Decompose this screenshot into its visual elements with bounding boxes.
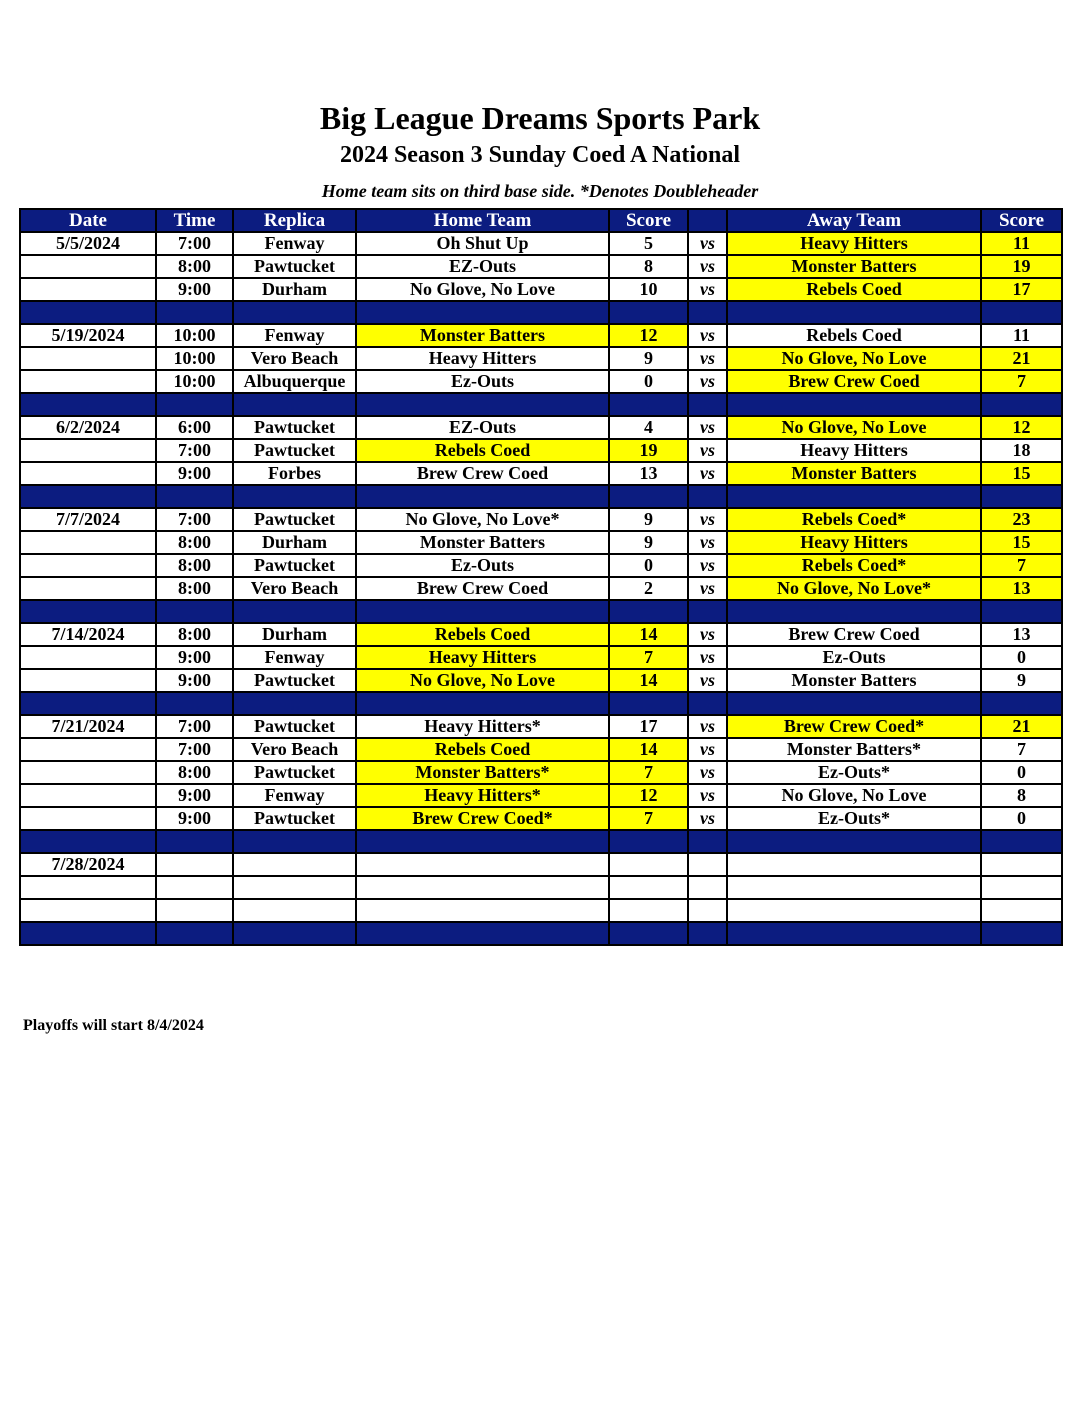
home-score-cell: 7 — [609, 646, 688, 669]
away-score-cell: 18 — [981, 439, 1062, 462]
time-cell: 8:00 — [156, 761, 233, 784]
separator-cell — [727, 830, 981, 853]
separator-cell — [233, 922, 356, 945]
away-score-cell — [981, 876, 1062, 899]
separator-cell — [156, 830, 233, 853]
replica-cell: Vero Beach — [233, 347, 356, 370]
schedule-table — [19, 208, 1063, 946]
vs-cell: vs — [688, 416, 727, 439]
separator-cell — [981, 600, 1062, 623]
home-team-cell — [356, 899, 609, 922]
replica-cell: Pawtucket — [233, 669, 356, 692]
separator-cell — [609, 922, 688, 945]
away-team-cell: Rebels Coed — [727, 324, 981, 347]
vs-cell: vs — [688, 738, 727, 761]
separator-cell — [356, 600, 609, 623]
table-row — [20, 324, 1062, 347]
home-team-cell: Rebels Coed — [356, 623, 609, 646]
separator-cell — [981, 485, 1062, 508]
away-score-cell: 21 — [981, 347, 1062, 370]
separator-cell — [727, 692, 981, 715]
vs-cell: vs — [688, 554, 727, 577]
home-team-cell — [356, 876, 609, 899]
replica-cell: Pawtucket — [233, 761, 356, 784]
time-cell: 7:00 — [156, 439, 233, 462]
header-row — [20, 209, 1062, 232]
separator-cell — [156, 301, 233, 324]
away-team-cell — [727, 853, 981, 876]
replica-cell: Fenway — [233, 324, 356, 347]
away-team-cell: Brew Crew Coed — [727, 623, 981, 646]
table-row — [20, 853, 1062, 876]
date-cell — [20, 738, 156, 761]
separator-cell — [156, 692, 233, 715]
separator-cell — [233, 830, 356, 853]
page-subtitle: 2024 Season 3 Sunday Coed A National — [339, 142, 741, 168]
table-row — [20, 577, 1062, 600]
home-score-cell: 0 — [609, 370, 688, 393]
away-score-cell: 23 — [981, 508, 1062, 531]
vs-cell: vs — [688, 232, 727, 255]
time-cell: 7:00 — [156, 232, 233, 255]
time-cell: 8:00 — [156, 623, 233, 646]
home-score-cell: 14 — [609, 738, 688, 761]
date-cell: 5/19/2024 — [20, 324, 156, 347]
home-team-cell: EZ-Outs — [356, 416, 609, 439]
table-row — [20, 255, 1062, 278]
vs-cell: vs — [688, 623, 727, 646]
vs-cell: vs — [688, 508, 727, 531]
vs-cell: vs — [688, 370, 727, 393]
home-score-cell — [609, 899, 688, 922]
separator-cell — [688, 922, 727, 945]
away-team-cell: Monster Batters — [727, 462, 981, 485]
vs-cell: vs — [688, 531, 727, 554]
date-cell — [20, 278, 156, 301]
time-cell: 10:00 — [156, 347, 233, 370]
replica-cell: Durham — [233, 531, 356, 554]
away-team-cell: Ez-Outs* — [727, 761, 981, 784]
away-score-cell: 13 — [981, 577, 1062, 600]
vs-cell — [688, 853, 727, 876]
date-cell — [20, 370, 156, 393]
separator-cell — [727, 485, 981, 508]
away-score-cell: 11 — [981, 232, 1062, 255]
separator-cell — [981, 692, 1062, 715]
date-cell: 7/28/2024 — [20, 853, 156, 876]
away-score-cell: 15 — [981, 531, 1062, 554]
table-row — [20, 761, 1062, 784]
table-row — [20, 531, 1062, 554]
separator-cell — [609, 600, 688, 623]
date-cell: 7/7/2024 — [20, 508, 156, 531]
date-cell: 7/14/2024 — [20, 623, 156, 646]
col-header-home-team: Home Team — [356, 209, 609, 232]
separator-cell — [233, 301, 356, 324]
replica-cell: Pawtucket — [233, 416, 356, 439]
home-team-cell: No Glove, No Love — [356, 669, 609, 692]
home-score-cell: 9 — [609, 531, 688, 554]
date-cell — [20, 761, 156, 784]
separator-cell — [20, 692, 156, 715]
table-row — [20, 623, 1062, 646]
time-cell — [156, 876, 233, 899]
time-cell: 8:00 — [156, 577, 233, 600]
time-cell: 9:00 — [156, 807, 233, 830]
table-row — [20, 439, 1062, 462]
home-team-cell: EZ-Outs — [356, 255, 609, 278]
home-team-cell: Brew Crew Coed — [356, 577, 609, 600]
table-row — [20, 278, 1062, 301]
separator-cell — [156, 922, 233, 945]
away-team-cell: Heavy Hitters — [727, 439, 981, 462]
col-header-away-team: Away Team — [727, 209, 981, 232]
vs-cell: vs — [688, 577, 727, 600]
separator-cell — [233, 485, 356, 508]
home-score-cell: 4 — [609, 416, 688, 439]
away-score-cell: 11 — [981, 324, 1062, 347]
date-cell — [20, 876, 156, 899]
time-cell: 10:00 — [156, 370, 233, 393]
home-team-cell: Brew Crew Coed* — [356, 807, 609, 830]
footer-note: Playoffs will start 8/4/2024 — [23, 1017, 204, 1034]
table-row — [20, 738, 1062, 761]
time-cell — [156, 853, 233, 876]
separator-cell — [356, 692, 609, 715]
date-cell — [20, 577, 156, 600]
replica-cell: Forbes — [233, 462, 356, 485]
home-score-cell: 9 — [609, 347, 688, 370]
replica-cell: Durham — [233, 623, 356, 646]
separator-row — [20, 830, 1062, 853]
home-team-cell — [356, 853, 609, 876]
separator-cell — [156, 393, 233, 416]
separator-cell — [356, 922, 609, 945]
away-team-cell: Monster Batters — [727, 669, 981, 692]
separator-cell — [688, 485, 727, 508]
away-score-cell: 7 — [981, 370, 1062, 393]
separator-cell — [356, 485, 609, 508]
away-team-cell: Brew Crew Coed — [727, 370, 981, 393]
separator-cell — [727, 301, 981, 324]
home-score-cell: 7 — [609, 761, 688, 784]
away-score-cell: 9 — [981, 669, 1062, 692]
separator-cell — [609, 692, 688, 715]
replica-cell: Pawtucket — [233, 439, 356, 462]
time-cell: 6:00 — [156, 416, 233, 439]
separator-cell — [688, 692, 727, 715]
away-score-cell: 7 — [981, 738, 1062, 761]
away-score-cell: 7 — [981, 554, 1062, 577]
home-score-cell: 19 — [609, 439, 688, 462]
time-cell: 8:00 — [156, 255, 233, 278]
time-cell: 9:00 — [156, 669, 233, 692]
away-team-cell: Heavy Hitters — [727, 232, 981, 255]
replica-cell: Fenway — [233, 232, 356, 255]
replica-cell: Pawtucket — [233, 715, 356, 738]
away-team-cell: Rebels Coed* — [727, 554, 981, 577]
time-cell — [156, 899, 233, 922]
vs-cell — [688, 876, 727, 899]
vs-cell: vs — [688, 255, 727, 278]
home-team-cell: Heavy Hitters* — [356, 715, 609, 738]
separator-cell — [20, 301, 156, 324]
separator-row — [20, 600, 1062, 623]
away-score-cell: 21 — [981, 715, 1062, 738]
date-cell: 5/5/2024 — [20, 232, 156, 255]
date-cell — [20, 646, 156, 669]
replica-cell — [233, 853, 356, 876]
home-score-cell — [609, 876, 688, 899]
separator-cell — [356, 301, 609, 324]
table-row — [20, 508, 1062, 531]
date-cell: 6/2/2024 — [20, 416, 156, 439]
date-cell — [20, 462, 156, 485]
col-header-away-score: Score — [981, 209, 1062, 232]
home-score-cell — [609, 853, 688, 876]
home-team-cell: Brew Crew Coed — [356, 462, 609, 485]
home-team-cell: No Glove, No Love* — [356, 508, 609, 531]
date-cell — [20, 531, 156, 554]
table-row — [20, 554, 1062, 577]
separator-cell — [20, 485, 156, 508]
away-team-cell: Ez-Outs — [727, 646, 981, 669]
away-score-cell: 0 — [981, 807, 1062, 830]
vs-cell: vs — [688, 324, 727, 347]
vs-cell — [688, 899, 727, 922]
separator-cell — [233, 393, 356, 416]
away-team-cell: Ez-Outs* — [727, 807, 981, 830]
replica-cell: Pawtucket — [233, 807, 356, 830]
time-cell: 9:00 — [156, 278, 233, 301]
table-row — [20, 876, 1062, 899]
table-row — [20, 669, 1062, 692]
col-header-vs — [688, 209, 727, 232]
home-team-cell: Rebels Coed — [356, 439, 609, 462]
away-score-cell: 17 — [981, 278, 1062, 301]
separator-cell — [981, 922, 1062, 945]
separator-cell — [727, 922, 981, 945]
replica-cell: Pawtucket — [233, 255, 356, 278]
home-score-cell: 12 — [609, 324, 688, 347]
vs-cell: vs — [688, 715, 727, 738]
replica-cell: Vero Beach — [233, 738, 356, 761]
away-score-cell: 15 — [981, 462, 1062, 485]
home-team-cell: Monster Batters* — [356, 761, 609, 784]
home-score-cell: 10 — [609, 278, 688, 301]
separator-cell — [688, 301, 727, 324]
time-cell: 9:00 — [156, 462, 233, 485]
vs-cell: vs — [688, 347, 727, 370]
separator-cell — [233, 692, 356, 715]
away-team-cell: No Glove, No Love — [727, 416, 981, 439]
home-team-cell: Ez-Outs — [356, 554, 609, 577]
separator-cell — [356, 393, 609, 416]
away-score-cell — [981, 899, 1062, 922]
table-row — [20, 807, 1062, 830]
replica-cell — [233, 899, 356, 922]
vs-cell: vs — [688, 439, 727, 462]
separator-cell — [727, 600, 981, 623]
vs-cell: vs — [688, 784, 727, 807]
separator-cell — [609, 830, 688, 853]
separator-row — [20, 922, 1062, 945]
date-cell — [20, 669, 156, 692]
away-score-cell: 12 — [981, 416, 1062, 439]
home-score-cell: 14 — [609, 669, 688, 692]
separator-cell — [688, 830, 727, 853]
vs-cell: vs — [688, 807, 727, 830]
table-row — [20, 416, 1062, 439]
date-cell — [20, 899, 156, 922]
separator-cell — [688, 393, 727, 416]
home-team-cell: Heavy Hitters — [356, 347, 609, 370]
separator-cell — [609, 393, 688, 416]
away-team-cell: No Glove, No Love* — [727, 577, 981, 600]
replica-cell: Fenway — [233, 784, 356, 807]
table-row — [20, 646, 1062, 669]
date-cell — [20, 554, 156, 577]
table-row — [20, 370, 1062, 393]
home-team-cell: Heavy Hitters* — [356, 784, 609, 807]
table-row — [20, 462, 1062, 485]
away-score-cell — [981, 853, 1062, 876]
away-team-cell: No Glove, No Love — [727, 347, 981, 370]
table-row — [20, 784, 1062, 807]
date-cell — [20, 255, 156, 278]
separator-cell — [233, 600, 356, 623]
home-score-cell: 12 — [609, 784, 688, 807]
home-team-cell: Oh Shut Up — [356, 232, 609, 255]
away-score-cell: 8 — [981, 784, 1062, 807]
away-team-cell: Brew Crew Coed* — [727, 715, 981, 738]
separator-row — [20, 692, 1062, 715]
vs-cell: vs — [688, 462, 727, 485]
separator-cell — [688, 600, 727, 623]
separator-cell — [609, 301, 688, 324]
date-cell — [20, 807, 156, 830]
col-header-time: Time — [156, 209, 233, 232]
home-score-cell: 17 — [609, 715, 688, 738]
table-row — [20, 232, 1062, 255]
replica-cell: Fenway — [233, 646, 356, 669]
separator-cell — [609, 485, 688, 508]
time-cell: 10:00 — [156, 324, 233, 347]
home-team-cell: Monster Batters — [356, 531, 609, 554]
separator-cell — [20, 830, 156, 853]
table-row — [20, 347, 1062, 370]
away-score-cell: 0 — [981, 646, 1062, 669]
page-note: Home team sits on third base side. *Denotes Doubleheader — [321, 181, 759, 201]
home-team-cell: Ez-Outs — [356, 370, 609, 393]
separator-cell — [356, 830, 609, 853]
table-row — [20, 715, 1062, 738]
replica-cell — [233, 876, 356, 899]
vs-cell: vs — [688, 278, 727, 301]
away-team-cell: Monster Batters* — [727, 738, 981, 761]
away-team-cell — [727, 876, 981, 899]
replica-cell: Durham — [233, 278, 356, 301]
home-team-cell: Heavy Hitters — [356, 646, 609, 669]
home-score-cell: 2 — [609, 577, 688, 600]
col-header-date: Date — [20, 209, 156, 232]
away-team-cell: Rebels Coed — [727, 278, 981, 301]
separator-row — [20, 485, 1062, 508]
date-cell — [20, 784, 156, 807]
col-header-replica: Replica — [233, 209, 356, 232]
time-cell: 7:00 — [156, 508, 233, 531]
vs-cell: vs — [688, 669, 727, 692]
away-score-cell: 13 — [981, 623, 1062, 646]
home-score-cell: 8 — [609, 255, 688, 278]
home-score-cell: 0 — [609, 554, 688, 577]
time-cell: 9:00 — [156, 784, 233, 807]
date-cell — [20, 347, 156, 370]
time-cell: 8:00 — [156, 554, 233, 577]
page-title: Big League Dreams Sports Park — [319, 100, 761, 136]
vs-cell: vs — [688, 646, 727, 669]
away-team-cell: Rebels Coed* — [727, 508, 981, 531]
away-team-cell: Monster Batters — [727, 255, 981, 278]
vs-cell: vs — [688, 761, 727, 784]
separator-cell — [156, 485, 233, 508]
separator-cell — [981, 393, 1062, 416]
separator-cell — [20, 393, 156, 416]
separator-cell — [20, 922, 156, 945]
table-row — [20, 899, 1062, 922]
separator-cell — [156, 600, 233, 623]
replica-cell: Pawtucket — [233, 508, 356, 531]
replica-cell: Albuquerque — [233, 370, 356, 393]
home-team-cell: Rebels Coed — [356, 738, 609, 761]
separator-cell — [727, 393, 981, 416]
time-cell: 7:00 — [156, 738, 233, 761]
date-cell — [20, 439, 156, 462]
replica-cell: Vero Beach — [233, 577, 356, 600]
away-team-cell — [727, 899, 981, 922]
home-score-cell: 14 — [609, 623, 688, 646]
schedule-body — [20, 232, 1062, 945]
separator-row — [20, 393, 1062, 416]
time-cell: 8:00 — [156, 531, 233, 554]
separator-cell — [981, 301, 1062, 324]
home-score-cell: 9 — [609, 508, 688, 531]
separator-cell — [20, 600, 156, 623]
home-team-cell: Monster Batters — [356, 324, 609, 347]
date-cell: 7/21/2024 — [20, 715, 156, 738]
col-header-home-score: Score — [609, 209, 688, 232]
replica-cell: Pawtucket — [233, 554, 356, 577]
away-score-cell: 0 — [981, 761, 1062, 784]
home-team-cell: No Glove, No Love — [356, 278, 609, 301]
home-score-cell: 7 — [609, 807, 688, 830]
home-score-cell: 13 — [609, 462, 688, 485]
time-cell: 7:00 — [156, 715, 233, 738]
separator-row — [20, 301, 1062, 324]
away-score-cell: 19 — [981, 255, 1062, 278]
home-score-cell: 5 — [609, 232, 688, 255]
time-cell: 9:00 — [156, 646, 233, 669]
away-team-cell: No Glove, No Love — [727, 784, 981, 807]
away-team-cell: Heavy Hitters — [727, 531, 981, 554]
separator-cell — [981, 830, 1062, 853]
